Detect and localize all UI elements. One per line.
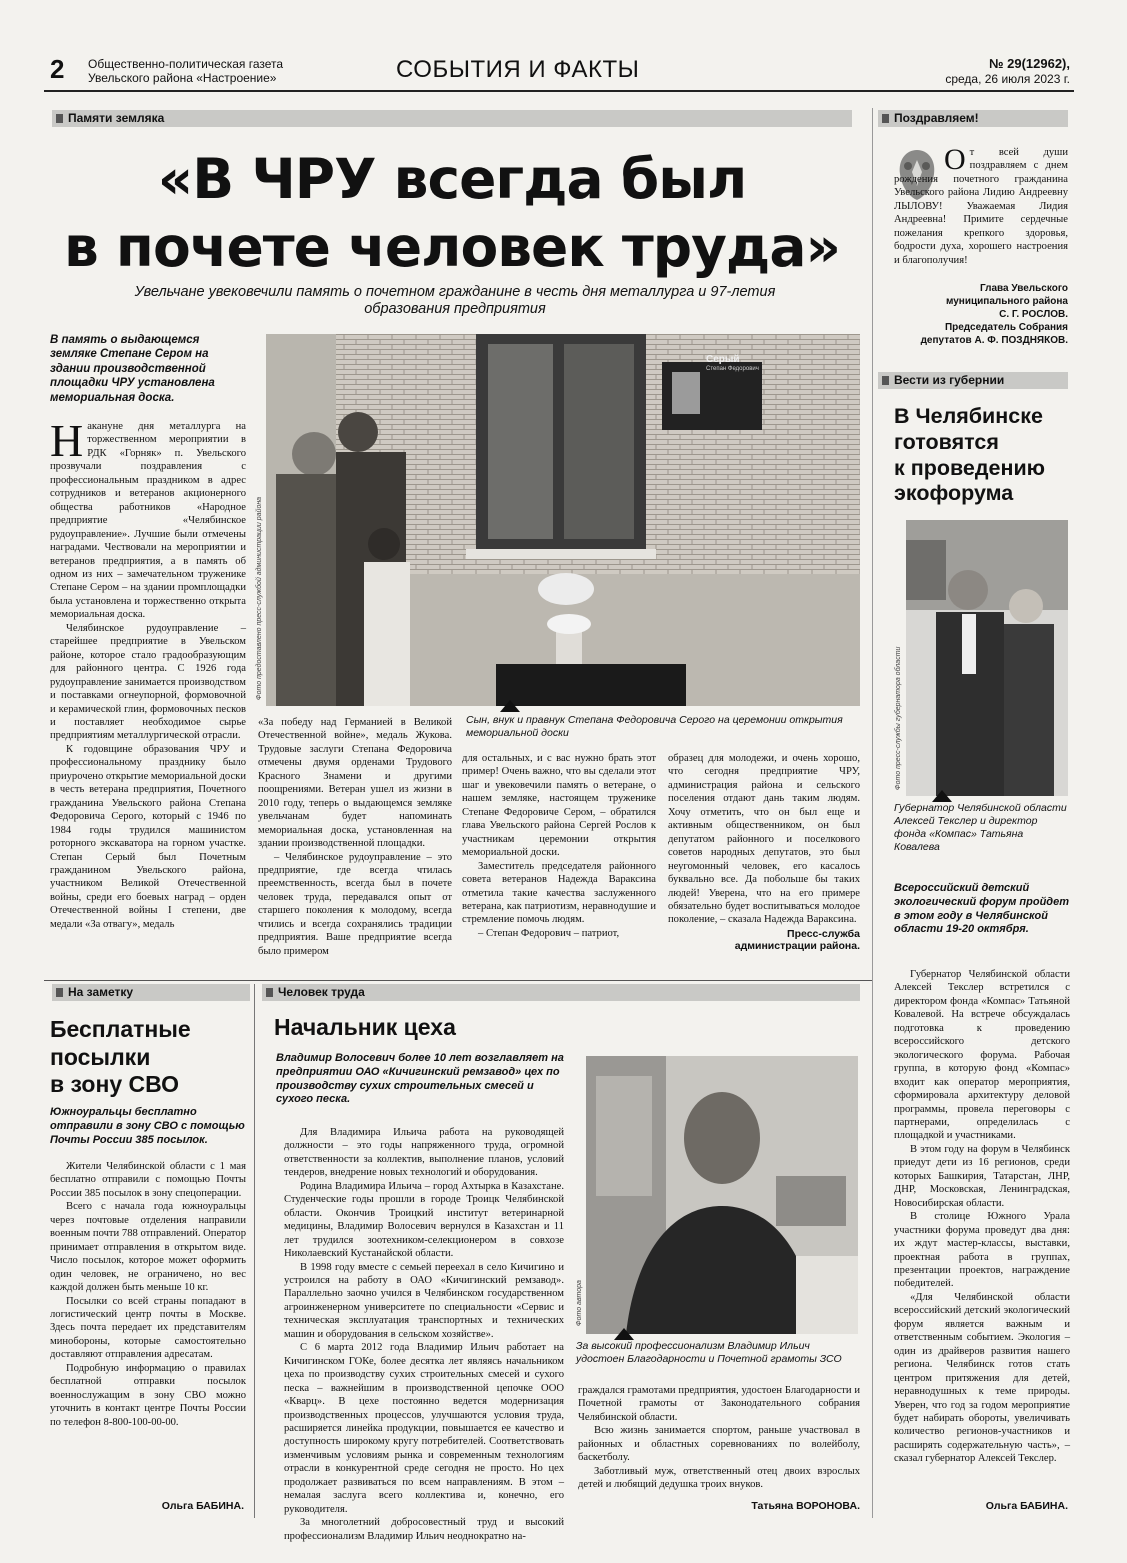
dropcap: Н [50,415,84,466]
plaque-subtitle: Степан Федорович [706,366,759,372]
workshop-headline: Начальник цеха [274,1014,456,1040]
rubric-congrats: Поздравляем! [878,110,1068,127]
workshop-lead: Владимир Волосевич более 10 лет возглавляет на предприятии ОАО «Кичигинский ремзавод» цех по производству сухих строительных смесей и сухого песка. [276,1052,564,1106]
main-col-3: для остальных, и с вас нужно брать этот пример! Очень важно, что вы сделали этот шаг и увековечили память о ветеране, о нашем земляке, настоящем труженике Степане Федоровиче Сером, – обратился глава Увельского района Сергей Рослов к участникам церемонии открытия мемориальной доски. Заместитель председателя районного совета ветеранов Надежда Вараксина отметила такие качества заслуженного ветерана, как патриотизм, неравнодушие и стремление помочь людям. – Степан Федорович – патриот, [462,753,656,939]
region-photo-credit: Фото пресс-службы губернатора области [895,646,902,790]
region-headline: В Челябинске готовятся к проведению экофорума [894,404,1046,506]
workshop-photo [586,1056,858,1334]
column-rule-right [872,108,873,1518]
header-rule [44,90,1074,92]
congrats-signature: Глава Увельского муниципального района С. Г. РОСЛОВ. Председатель Собрания депутатов А. Ф. ПОЗДНЯКОВ. [920,283,1068,346]
region-lead: Всероссийский детский экологический форум пройдет в этом году в Челябинской области 19-20 октября. [894,882,1069,936]
main-col-2: «За победу над Германией в Великой Отечественной войне», медаль Жукова. Трудовые заслуги Степана Федоровича отмечены двумя орденами Трудового Красного Знамени и другими поощрениями. Ветеран ушел из жизни в 2010 году, теперь о выдающемся земляке увельчанам будет напоминать мемориальная доска, установленная на здании производственной площадки. – Челябинское рудоуправление – это предприятие, где всегда чтилась преемственность, всегда был в почете человек труда, передавался опыт от старшего поколения к молодому, всегда чтились и всегда сохранялись традиции предприятия. Ваше предприятие всегда было примером [258,717,452,957]
parcels-author: Ольга БАБИНА. [161,1500,244,1512]
caption-marker [500,700,520,712]
workshop-author: Татьяна ВОРОНОВА. [751,1500,860,1512]
column-rule-left [254,984,255,1518]
workshop-photo-credit: Фото автора [576,1280,583,1326]
workshop-col-2: граждался грамотами предприятия, удостоен Благодарности и Почетной грамоты от Законодательного собрания Челябинской области. Всю жизнь занимается спортом, раньше участвовал в районных и областных соревнованиях по волейболу, баскетболу. Заботливый муж, ответственный отец двоих взрослых детей и любящий дедушка троих внуков. [578,1385,860,1491]
region-text: Губернатор Челябинской области Алексей Текслер встретился с директором фонда «Компас» Татьяной Ковалевой. На встрече обсуждалась подготовка к проведению всероссийского детского экологического форума. Рабочая группа, в которую фонд «Компас» входит как оператор мероприятия, сформировала архитектуру деловой программы, провела переговоры с партнерами, определилась с площадкой и участниками. В этом году на форум в Челябинск приедут дети из 16 регионов, среди которых Башкирия, Татарстан, ЛНР, ДНР, Московская, Ленинградская, Новосибирская области. В столице Южного Урала участники форума проведут два дня: их ждут мастер-классы, выставки, проектная работа в группах, презентации проектов, награждение победителей. «Для Челябинской области всероссийский детский экологический форум является важным и ответственным событием. Экология – один из драйверов развития нашего региона. Челябинск готов стать центром притяжения для детей, неравнодушных к теме природы. Уверен, что год за годом мероприятие будет набирать обороты, увеличивать количество регионов-участников и расширять содержательную часть», – сказал губернатор Алексей Текслер. [894,969,1070,1465]
main-signature: Пресс-служба администрации района. [734,928,860,952]
plaque-name: Серый [706,354,740,365]
rubric-region: Вести из губернии [878,372,1068,389]
region-photo [906,520,1068,796]
issue-info: № 29(12962), среда, 26 июля 2023 г. [945,56,1070,86]
region-caption-marker [932,790,952,802]
region-author: Ольга БАБИНА. [985,1500,1068,1512]
rubric-parcels: На заметку [52,984,250,1001]
main-col-4: образец для молодежи, и очень хорошо, что сегодня предприятие ЧРУ, администрация района и сельского поселения отдают дань таким людям. Хочу отметить, что он был еще и активным общественником, он был депутатом районного и поселкового советов народных депутатов, это был неугомонный человек, его касалось буквально все. Да побольше бы таких людей! Уверена, что на его примере обязательно будет воспитываться молодое поколение, – сказала Надежда Вараксина. [668,753,860,926]
governor-photo-illustration [906,520,1068,796]
main-lead: В память о выдающемся земляке Степане Сером на здании производственной площадки ЧРУ установлена мемориальная доска. [50,334,215,404]
section-title: СОБЫТИЯ И ФАКТЫ [396,56,640,83]
congrats-text: От всей души поздравляем с днем рождения почетного гражданина Увельского района Лидию Андреевну ЛЫЛОВУ! Уважаемая Лидия Андреевна! Примите сердечные пожелания крепкого здоровья, бодрости духа, хорошего настроения и благополучия! [894,143,1068,266]
main-photo-credit: Фото предоставлено пресс-службой администрации района [256,496,263,700]
region-photo-caption: Губернатор Челябинской области Алексей Текслер и директор фонда «Компас» Татьяна Ковалева [894,802,1067,854]
workshop-caption-marker [614,1328,634,1340]
main-subhead: Увельчане увековечили память о почетном гражданине в честь дня металлурга и 97-летия образования предприятия [134,284,776,318]
rubric-main: Памяти земляка [52,110,852,127]
parcels-text: Жители Челябинской области с 1 мая бесплатно отправили с помощью Почты России 385 посылок в зону спецоперации. Всего с начала года южноуральцы через почтовые отделения направили военным почти 788 отправлений. Оператор принимает отправления в открытом виде. Число посылок, которое может оформить один человек, не ограничено, но вес каждой должен быть меньше 10 кг. Посылки со всей страны попадают в логистический центр почты в Москве. Здесь почта передает их представителям минобороны, которые самостоятельно доставляют отправления адресатам. Подробную информацию о правилах бесплатной отправки посылок военнослужащим в зону СВО можно уточнить в контакт центре Почты России по телефон 8-800-100-00-00. [50,1161,246,1428]
page-header [44,52,1074,90]
memorial-photo-illustration [266,334,860,706]
rubric-workshop: Человек труда [262,984,860,1001]
workshop-photo-caption: За высокий профессионализм Владимир Ильич удостоен Благодарности и Почетной грамоты ЗСО [576,1340,842,1366]
congrats-dropcap: О [944,143,966,176]
page-number: 2 [50,54,65,84]
main-col-1: Накануне дня металлурга на торжественном мероприятии в РДК «Горняк» п. Увельского прозвучали поздравления с профессиональным праздником в адрес сотрудников и ветеранов акционерного общества работников «Народное предприятие «Челябинское рудоуправление». Лучшие были отмечены наградами. Чествовали на мероприятии и ветеранов предприятия, а в память об одном из них – замечательном труженике Степане Сером – на здании промплощадки была установлена и торжественно открыта мемориальная доска. Челябинское рудоуправление – старейшее предприятие в Увельском районе, которое стало градообразующим для районного центра. С 1926 года рудоуправление занимается производством и поставками огнеупорной, формовочной и керамической глин, формовочных песков и поставляет необходимое сырье предприятиям металлургической отрасли. К годовщине образования ЧРУ и профессиональному празднику было приурочено открытие мемориальной доски в честь ветерана предприятия, Почетного гражданина Увельского района Степана Федоровича Серого, который с 1946 по 1984 годы трудился машинистом роторного экскаватора на горном участке. Степан Серый был Почетным гражданином Увельского района, участником Великой Отечественной войны, среди его боевых наград – орден Отечественной войны I степени, две медали «За отвагу», медаль [50,415,246,930]
parcels-headline: Бесплатные посылки в зону СВО [50,1016,191,1098]
workshop-col-1: Для Владимира Ильича работа на руководящей должности – это годы напряженного труда, огромной ответственности за коллектив, выполнение планов, условий тендеров, внедрение новых технологий и оборудования. Родина Владимира Ильича – город Ахтырка в Казахстане. Студенческие годы прошли в городе Троицк Челябинской области. Окончив Троицкий институт ветеринарной медицины, Владимир Волосевич вернулся в Казахстан и 11 лет трудился зоотехником-селекционером в совхозе Николаевский Кустанайской области. В 1998 году вместе с семьей переехал в село Кичигино и устроился на работу в ОАО «Кичигинский ремзавод». Параллельно заочно учился в Челябинском государственном агроинженерном университете по специальности «Сервис и техническая эксплуатация транспортных и технических машин и оборудования в сельском хозяйстве». С 6 марта 2012 года Владимир Ильич работает на Кичигинском ГОКе, более десятка лет являясь начальником цеха по производству сухих строительных смесей и сухого песка – важнейшим в производственной цепочке ООО «Кварц». В цехе постоянно ведется модернизация производственных процессов, улучшаются условия труда, расширяется линейка продукции, повышается ее качество и доступность широкому кругу потребителей. Соответствовать изменчивым условиям рынка и современным технологиям отрасли в конкурентной среде сегодня не просто. Но цех продолжает развиваться по всем направлениям. В этом – немалая заслуга всего коллектива и, конечно, его руководителя. За многолетний добросовестный труд и высокий профессионализм Владимир Ильич неоднократно на- [284,1127,564,1542]
main-photo-caption: Сын, внук и правнук Степана Федоровича Серого на церемонии открытия мемориальной доски [466,714,843,740]
main-photo [266,334,860,706]
worker-photo-illustration [586,1056,858,1334]
parcels-lead: Южноуральцы бесплатно отправили в зону СВО с помощью Почты России 385 посылок. [50,1106,245,1146]
middle-rule [44,980,872,981]
paper-name: Общественно-политическая газета Увельского района «Настроение» [88,57,284,85]
main-headline: «В ЧРУ всегда был в почете человек труда» [63,147,840,279]
